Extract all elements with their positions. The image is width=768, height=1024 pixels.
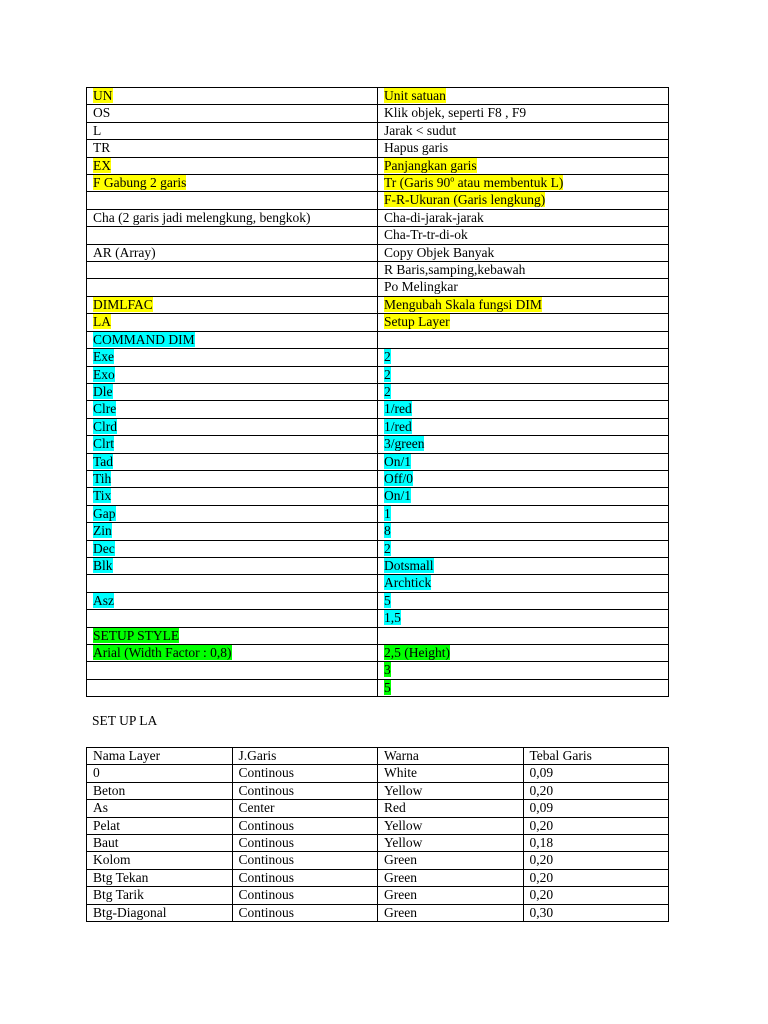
- command-row: [87, 157, 669, 174]
- header-nama-layer: Nama Layer: [87, 748, 233, 765]
- command-row: [87, 192, 669, 209]
- line-weight-cell: 0,20: [523, 887, 669, 904]
- line-type-cell: Continous: [232, 765, 378, 782]
- header-jenis-garis: J.Garis: [232, 748, 378, 765]
- description-cell: [378, 645, 669, 662]
- description-text: Archtick: [384, 575, 432, 591]
- command-row: [87, 383, 669, 400]
- command-text: COMMAND DIM: [93, 331, 195, 347]
- description-text: Po Melingkar: [384, 279, 458, 295]
- description-text: 2: [384, 540, 391, 556]
- command-cell: [87, 349, 378, 366]
- command-text: Blk: [93, 557, 113, 573]
- line-weight-cell: 0,30: [523, 904, 669, 921]
- layer-name-cell: Btg-Diagonal: [87, 904, 233, 921]
- command-cell: [87, 175, 378, 192]
- layer-row: [87, 800, 669, 817]
- description-text: Setup Layer: [384, 314, 450, 330]
- line-weight-cell: 0,20: [523, 782, 669, 799]
- command-row: [87, 436, 669, 453]
- command-text: AR (Array): [93, 244, 156, 260]
- command-table: [86, 87, 669, 697]
- layer-row: [87, 782, 669, 799]
- command-cell: [87, 383, 378, 400]
- description-cell: [378, 383, 669, 400]
- command-text: Tad: [93, 453, 114, 469]
- description-text: On/1: [384, 488, 411, 504]
- description-text: Copy Objek Banyak: [384, 244, 495, 260]
- line-weight-cell: 0,18: [523, 835, 669, 852]
- description-text: Tr (Garis 90$^o$ atau membentuk L): [384, 174, 564, 191]
- command-cell: [87, 157, 378, 174]
- description-text: Unit satuan: [384, 88, 446, 103]
- command-cell: [87, 679, 378, 696]
- line-type-cell: Continous: [232, 887, 378, 904]
- layer-row: [87, 765, 669, 782]
- description-text: 3/green: [384, 436, 425, 452]
- color-cell: Green: [378, 887, 524, 904]
- command-row: [87, 227, 669, 244]
- command-text: TR: [93, 140, 111, 156]
- command-cell: [87, 592, 378, 609]
- layer-name-cell: Btg Tarik: [87, 887, 233, 904]
- command-text: Tih: [93, 470, 112, 486]
- command-text: L: [93, 122, 102, 138]
- command-text: F Gabung 2 garis: [93, 175, 187, 191]
- description-text: On/1: [384, 453, 411, 469]
- layer-name-cell: As: [87, 800, 233, 817]
- layer-row: [87, 869, 669, 886]
- command-cell: [87, 122, 378, 139]
- description-text: Klik objek, seperti F8 , F9: [384, 105, 527, 121]
- command-text: Exo: [93, 366, 115, 382]
- command-cell: [87, 436, 378, 453]
- layer-table-header-row: [87, 748, 669, 765]
- command-row: [87, 523, 669, 540]
- command-cell: [87, 470, 378, 487]
- description-text: 3: [384, 662, 391, 678]
- description-cell: [378, 662, 669, 679]
- command-cell: [87, 523, 378, 540]
- description-cell: [378, 122, 669, 139]
- layer-row: [87, 835, 669, 852]
- command-cell: [87, 610, 378, 627]
- description-cell: [378, 610, 669, 627]
- command-row: [87, 366, 669, 383]
- command-row: [87, 105, 669, 122]
- description-cell: [378, 157, 669, 174]
- command-cell: [87, 662, 378, 679]
- description-cell: [378, 331, 669, 348]
- line-weight-cell: 0,20: [523, 817, 669, 834]
- command-cell: [87, 627, 378, 644]
- command-text: Clrt: [93, 436, 115, 452]
- command-row: [87, 488, 669, 505]
- command-row: [87, 645, 669, 662]
- command-text: LA: [93, 314, 111, 330]
- command-cell: [87, 331, 378, 348]
- command-text: Gap: [93, 505, 116, 521]
- layer-name-cell: Beton: [87, 782, 233, 799]
- command-cell: [87, 401, 378, 418]
- description-cell: [378, 279, 669, 296]
- description-cell: [378, 540, 669, 557]
- description-cell: [378, 140, 669, 157]
- command-cell: [87, 418, 378, 435]
- color-cell: Green: [378, 904, 524, 921]
- command-row: [87, 679, 669, 696]
- description-cell: [378, 175, 669, 192]
- command-row: [87, 331, 669, 348]
- line-type-cell: Center: [232, 800, 378, 817]
- layer-table: [86, 747, 669, 922]
- command-row: [87, 314, 669, 331]
- description-text: Mengubah Skala fungsi DIM: [384, 296, 542, 312]
- description-text: 1: [384, 505, 391, 521]
- description-text: Panjangkan garis: [384, 157, 477, 173]
- command-cell: [87, 279, 378, 296]
- command-cell: [87, 488, 378, 505]
- command-table-body: [87, 88, 669, 697]
- description-text: 2: [384, 366, 391, 382]
- command-cell: [87, 192, 378, 209]
- description-text: 5: [384, 679, 391, 695]
- description-cell: [378, 296, 669, 313]
- line-weight-cell: 0,20: [523, 869, 669, 886]
- description-cell: [378, 105, 669, 122]
- description-cell: [378, 418, 669, 435]
- description-text: 2: [384, 349, 391, 365]
- command-row: [87, 592, 669, 609]
- command-row: [87, 279, 669, 296]
- description-text: Off/0: [384, 470, 413, 486]
- command-text: Dle: [93, 383, 113, 399]
- command-row: [87, 262, 669, 279]
- description-text: 1/red: [384, 418, 412, 434]
- line-type-cell: Continous: [232, 904, 378, 921]
- command-text: Arial (Width Factor : 0,8): [93, 645, 232, 660]
- line-weight-cell: 0,09: [523, 800, 669, 817]
- command-cell: [87, 453, 378, 470]
- description-text: 1/red: [384, 401, 412, 417]
- color-cell: Green: [378, 869, 524, 886]
- color-cell: Red: [378, 800, 524, 817]
- command-row: [87, 418, 669, 435]
- command-text: Cha (2 garis jadi melengkung, bengkok): [93, 209, 311, 225]
- command-row: [87, 244, 669, 261]
- description-cell: [378, 192, 669, 209]
- command-text: Clre: [93, 401, 117, 417]
- description-text: 1,5: [384, 610, 401, 626]
- description-cell: [378, 557, 669, 574]
- description-cell: [378, 401, 669, 418]
- layer-name-cell: Kolom: [87, 852, 233, 869]
- command-row: [87, 175, 669, 192]
- command-cell: [87, 505, 378, 522]
- command-text: OS: [93, 105, 111, 121]
- command-text: Asz: [93, 592, 114, 608]
- description-cell: [378, 314, 669, 331]
- layer-row: [87, 852, 669, 869]
- command-row: [87, 557, 669, 574]
- description-text: 2,5 (Height): [384, 645, 450, 660]
- color-cell: Yellow: [378, 782, 524, 799]
- line-type-cell: Continous: [232, 817, 378, 834]
- command-row: [87, 627, 669, 644]
- description-text: 5: [384, 592, 391, 608]
- command-row: [87, 140, 669, 157]
- description-cell: [378, 436, 669, 453]
- description-text: Hapus garis: [384, 140, 449, 156]
- description-cell: [378, 349, 669, 366]
- description-cell: [378, 592, 669, 609]
- command-text: Tix: [93, 488, 112, 504]
- color-cell: Yellow: [378, 835, 524, 852]
- description-cell: [378, 523, 669, 540]
- description-cell: [378, 505, 669, 522]
- command-text: DIMLFAC: [93, 296, 153, 312]
- header-tebal-garis: Tebal Garis: [523, 748, 669, 765]
- line-weight-cell: 0,09: [523, 765, 669, 782]
- description-cell: [378, 88, 669, 105]
- layer-name-cell: Pelat: [87, 817, 233, 834]
- command-cell: [87, 366, 378, 383]
- command-cell: [87, 209, 378, 226]
- description-cell: [378, 366, 669, 383]
- description-cell: [378, 488, 669, 505]
- layer-row: [87, 887, 669, 904]
- command-row: [87, 209, 669, 226]
- header-warna: Warna: [378, 748, 524, 765]
- command-text: Clrd: [93, 418, 118, 434]
- command-text: Exe: [93, 349, 114, 365]
- command-row: [87, 505, 669, 522]
- degree-superscript: o: [450, 174, 455, 184]
- command-row: [87, 662, 669, 679]
- layer-name-cell: Baut: [87, 835, 233, 852]
- command-cell: [87, 88, 378, 105]
- line-type-cell: Continous: [232, 835, 378, 852]
- description-cell: [378, 262, 669, 279]
- layer-table-body: [87, 765, 669, 922]
- layer-row: [87, 817, 669, 834]
- layer-name-cell: 0: [87, 765, 233, 782]
- description-text: 2: [384, 383, 391, 399]
- command-cell: [87, 575, 378, 592]
- command-row: [87, 122, 669, 139]
- line-type-cell: Continous: [232, 782, 378, 799]
- command-text: UN: [93, 88, 113, 103]
- description-text: Dotsmall: [384, 557, 434, 573]
- command-row: [87, 575, 669, 592]
- command-text: Dec: [93, 540, 115, 556]
- layer-row: [87, 904, 669, 921]
- description-text: F-R-Ukuran (Garis lengkung): [384, 192, 546, 208]
- command-row: [87, 540, 669, 557]
- line-type-cell: Continous: [232, 869, 378, 886]
- command-row: [87, 296, 669, 313]
- description-cell: [378, 209, 669, 226]
- command-text: Zin: [93, 523, 112, 539]
- description-cell: [378, 470, 669, 487]
- description-cell: [378, 575, 669, 592]
- color-cell: White: [378, 765, 524, 782]
- description-text: Jarak < sudut: [384, 122, 457, 138]
- color-cell: Yellow: [378, 817, 524, 834]
- command-cell: [87, 262, 378, 279]
- description-text: Cha-Tr-tr-di-ok: [384, 227, 468, 243]
- description-text: R Baris,samping,kebawah: [384, 262, 526, 278]
- color-cell: Green: [378, 852, 524, 869]
- command-row: [87, 88, 669, 105]
- command-cell: [87, 140, 378, 157]
- command-row: [87, 349, 669, 366]
- command-row: [87, 453, 669, 470]
- layer-name-cell: Btg Tekan: [87, 869, 233, 886]
- description-text: 8: [384, 523, 391, 539]
- line-weight-cell: 0,20: [523, 852, 669, 869]
- description-cell: [378, 627, 669, 644]
- description-text: Cha-di-jarak-jarak: [384, 209, 484, 225]
- command-cell: [87, 244, 378, 261]
- command-row: [87, 401, 669, 418]
- command-cell: [87, 227, 378, 244]
- setup-layer-title: SET UP LA: [92, 713, 158, 728]
- command-text: SETUP STYLE: [93, 627, 180, 643]
- description-cell: [378, 227, 669, 244]
- command-row: [87, 610, 669, 627]
- command-cell: [87, 105, 378, 122]
- command-cell: [87, 557, 378, 574]
- command-cell: [87, 645, 378, 662]
- command-text: EX: [93, 157, 111, 173]
- description-cell: [378, 679, 669, 696]
- line-type-cell: Continous: [232, 852, 378, 869]
- description-cell: [378, 453, 669, 470]
- command-row: [87, 470, 669, 487]
- command-cell: [87, 540, 378, 557]
- command-cell: [87, 296, 378, 313]
- description-cell: [378, 244, 669, 261]
- command-cell: [87, 314, 378, 331]
